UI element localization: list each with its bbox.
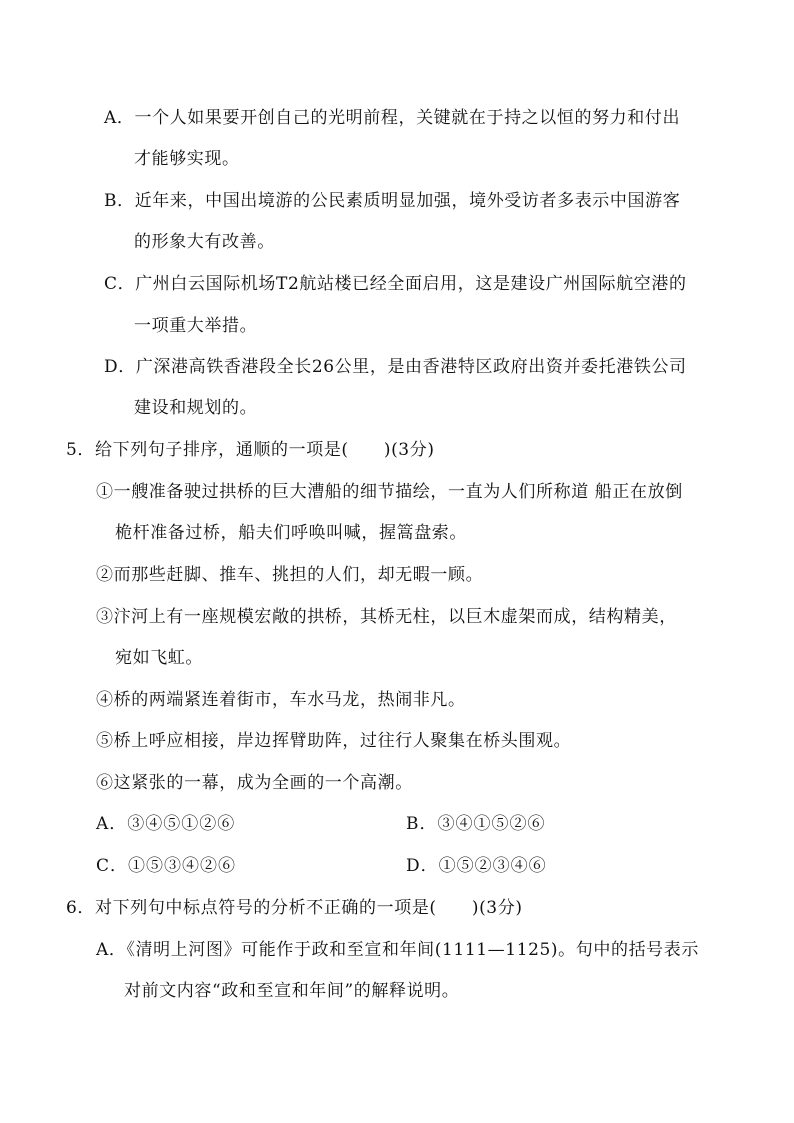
q5-sentence-1-line2: 桅杆准备过桥，船夫们呼唤叫喊，握篙盘索。 bbox=[115, 523, 467, 543]
q4-option-a-line1: A．一个人如果要开创自己的光明前程，关键就在于持之以恒的努力和付出 bbox=[104, 108, 681, 128]
q4-option-a-line2: 才能够实现。 bbox=[134, 149, 240, 169]
q4-option-b-line2: 的形象大有改善。 bbox=[134, 232, 275, 252]
q5-option-a: A．③④⑤①②⑥ bbox=[96, 814, 236, 834]
q5-sentence-1-line1: ①一艘准备驶过拱桥的巨大漕船的细节描绘，一直为人们所称道 船正在放倒 bbox=[96, 482, 683, 502]
q5-sentence-6: ⑥这紧张的一幕，成为全画的一个高潮。 bbox=[96, 773, 413, 793]
q5-sentence-3-line1: ③汴河上有一座规模宏敞的拱桥，其桥无柱，以巨木虚架而成，结构精美， bbox=[96, 607, 677, 627]
q5-sentence-5: ⑤桥上呼应相接，岸边挥臂助阵，过往行人聚集在桥头围观。 bbox=[96, 731, 572, 751]
q4-option-d-line1: D．广深港高铁香港段全长26公里，是由香港特区政府出资并委托港铁公司 bbox=[104, 357, 687, 377]
q4-option-d-line2: 建设和规划的。 bbox=[134, 398, 258, 418]
q5-stem: 5．给下列句子排序，通顺的一项是( )(3分) bbox=[66, 440, 435, 460]
q4-option-c-line1: C．广州白云国际机场T2航站楼已经全面启用，这是建设广州国际航空港的 bbox=[104, 274, 687, 294]
q6-stem: 6．对下列句中标点符号的分析不正确的一项是( )(3分) bbox=[66, 898, 523, 918]
q6-option-a-line2: 对前文内容“政和至宣和年间”的解释说明。 bbox=[124, 981, 460, 1001]
q5-sentence-3-line2: 宛如飞虹。 bbox=[115, 648, 203, 668]
q5-option-d: D．①⑤②③④⑥ bbox=[406, 856, 547, 876]
q5-option-b: B．③④①⑤②⑥ bbox=[406, 814, 546, 834]
q5-sentence-4: ④桥的两端紧连着街市，车水马龙，热闹非凡。 bbox=[96, 690, 466, 710]
q5-sentence-2: ②而那些赶脚、推车、挑担的人们，却无暇一顾。 bbox=[96, 565, 484, 585]
q4-option-c-line2: 一项重大举措。 bbox=[134, 316, 258, 336]
q4-option-b-line1: B．近年来，中国出境游的公民素质明显加强，境外受访者多表示中国游客 bbox=[104, 191, 681, 211]
q6-option-a-line1: A．《清明上河图》可能作于政和至宣和年间(1111—1125)。句中的括号表示 bbox=[96, 940, 699, 960]
q5-option-c: C．①⑤③④②⑥ bbox=[96, 856, 237, 876]
